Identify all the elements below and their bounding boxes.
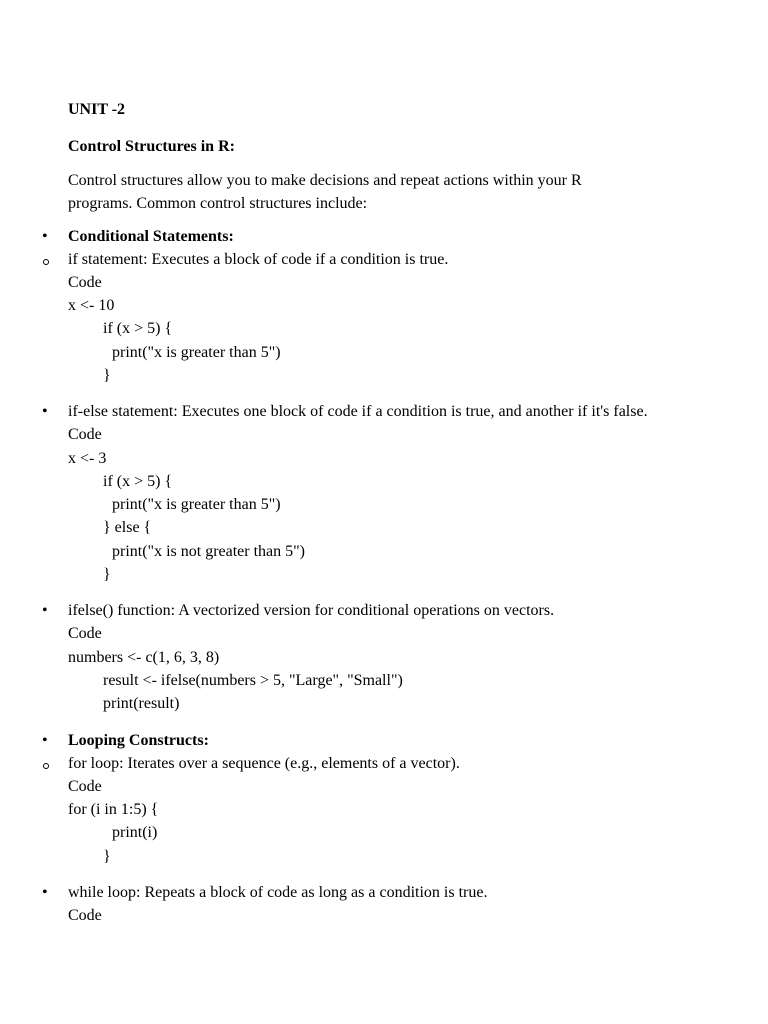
conditional-heading: Conditional Statements: [68,228,234,245]
code-line: } [103,566,111,583]
bullet-icon: • [42,732,48,749]
intro-line-1: Control structures allow you to make decisions and repeat actions within your R [68,172,582,189]
code-label: Code [68,778,102,795]
bullet-icon: • [42,228,48,245]
intro-line-2: programs. Common control structures include: [68,195,368,212]
section-title: Control Structures in R: [68,138,235,155]
bullet-icon: • [42,884,48,901]
while-loop-desc: while loop: Repeats a block of code as long as a condition is true. [68,884,488,901]
code-line: result <- ifelse(numbers > 5, "Large", "Small") [103,672,403,689]
circle-bullet-icon [43,763,49,769]
code-line: print(i) [112,824,158,841]
bullet-icon: • [42,403,48,420]
code-label: Code [68,907,102,924]
code-line: print("x is greater than 5") [112,344,281,361]
code-line: print("x is not greater than 5") [112,543,306,560]
code-line: } else { [103,519,152,536]
circle-bullet-icon [43,259,49,265]
code-line: } [103,367,111,384]
code-label: Code [68,274,102,291]
code-line: } [103,848,111,865]
code-label: Code [68,426,102,443]
unit-title: UNIT -2 [68,101,126,118]
code-line: if (x > 5) { [103,320,173,337]
ifelse-fn-desc: ifelse() function: A vectorized version for conditional operations on vectors. [68,602,555,619]
if-else-desc: if-else statement: Executes one block of code if a condition is true, and another if it's false. [68,403,648,420]
code-line: print("x is greater than 5") [112,496,281,513]
bullet-icon: • [42,602,48,619]
code-line: x <- 3 [68,450,107,467]
if-statement-desc: if statement: Executes a block of code if a condition is true. [68,251,449,268]
code-line: numbers <- c(1, 6, 3, 8) [68,649,220,666]
for-loop-desc: for loop: Iterates over a sequence (e.g., elements of a vector). [68,755,460,772]
code-line: print(result) [103,695,180,712]
looping-heading: Looping Constructs: [68,732,209,749]
code-label: Code [68,625,102,642]
code-line: for (i in 1:5) { [68,801,159,818]
code-line: if (x > 5) { [103,473,173,490]
code-line: x <- 10 [68,297,115,314]
